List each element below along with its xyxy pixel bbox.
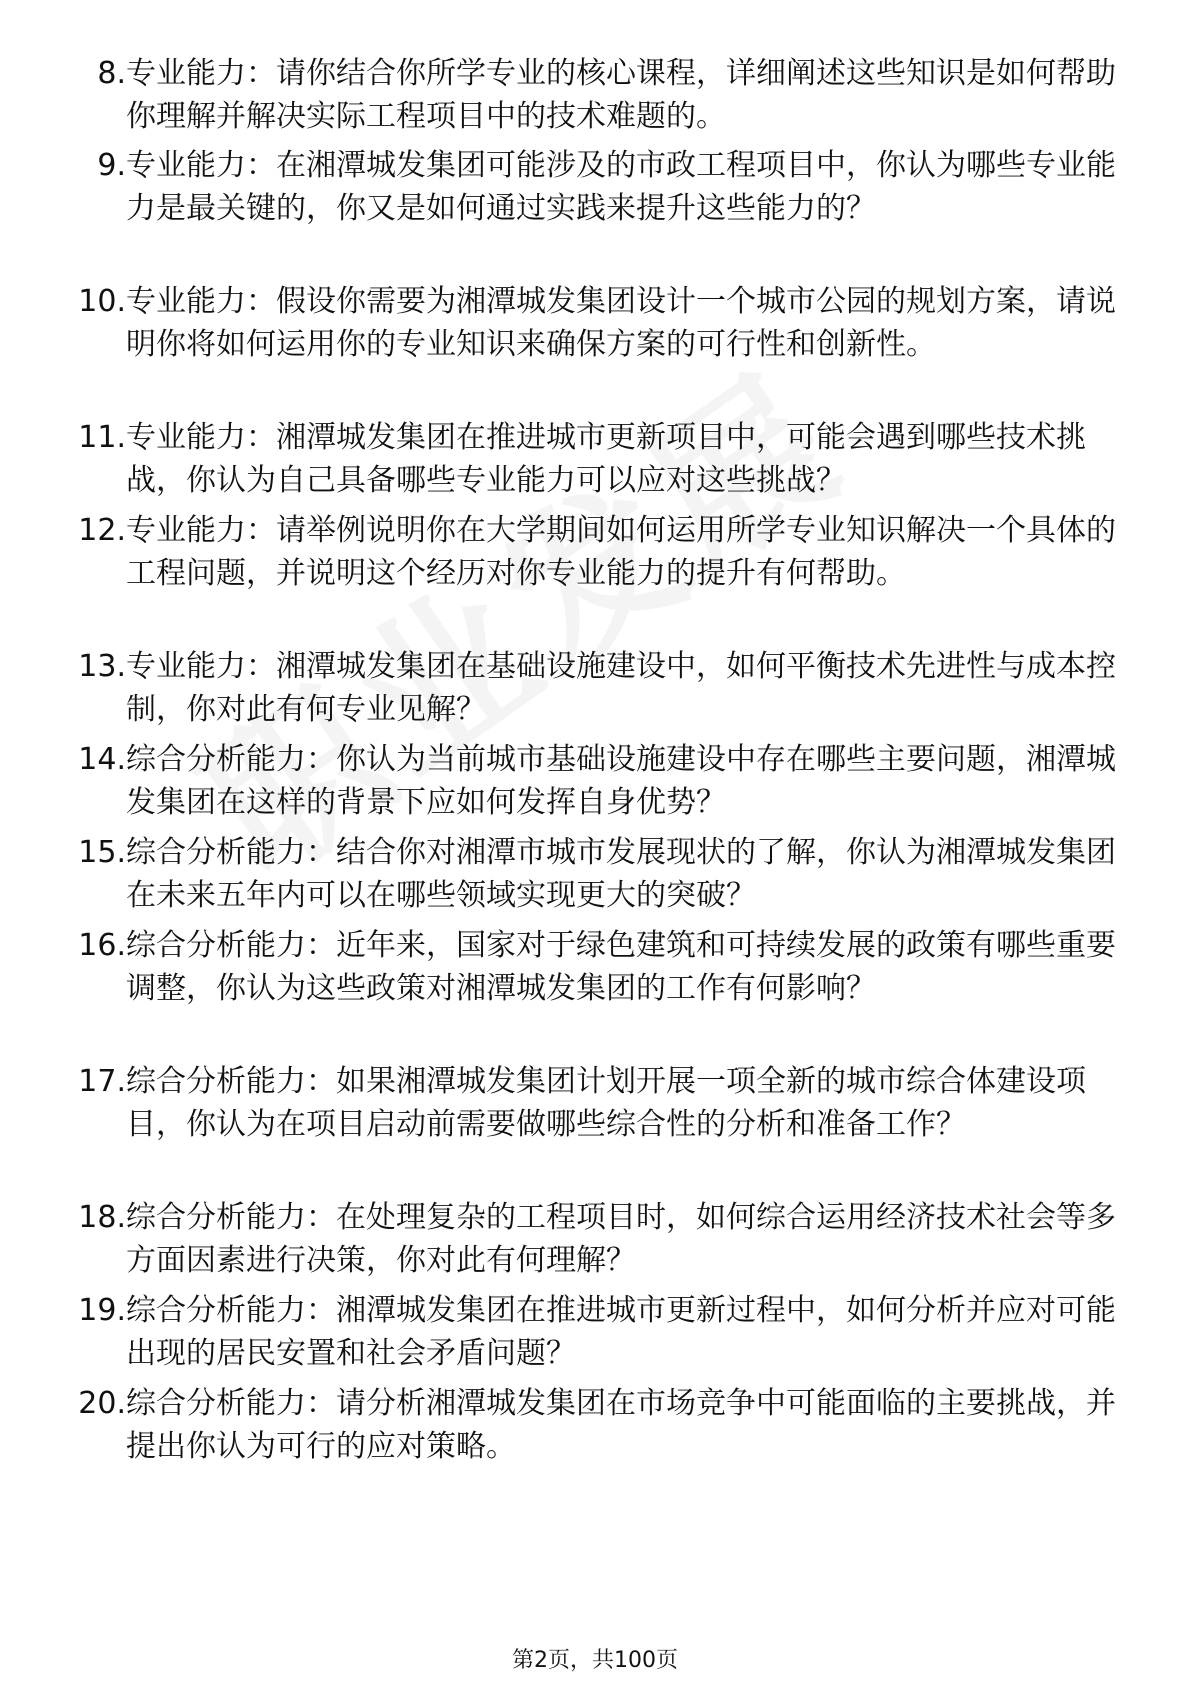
question-number: 10. (78, 284, 126, 319)
question-number: 9. (97, 148, 126, 183)
question-number: 15. (78, 835, 126, 870)
question-number: 17. (78, 1064, 126, 1099)
page-number: 第2页，共100页 (512, 1648, 678, 1673)
question-text: 综合分析能力：如果湘潭城发集团计划开展一项全新的城市综合体建设项目，你认为在项目启动前需要做哪些综合性的分析和准备工作？ (126, 1064, 1086, 1142)
question-number: 11. (78, 420, 126, 455)
question-text: 专业能力：假设你需要为湘潭城发集团设计一个城市公园的规划方案，请说明你将如何运用你的专业知识来确保方案的可行性和创新性。 (126, 284, 1116, 362)
question-number: 12. (78, 513, 126, 548)
question-number: 16. (78, 928, 126, 963)
question-text: 综合分析能力：湘潭城发集团在推进城市更新过程中，如何分析并应对可能出现的居民安置和社会矛盾问题？ (126, 1293, 1116, 1371)
question-text: 专业能力：请你结合你所学专业的核心课程，详细阐述这些知识是如何帮助你理解并解决实际工程项目中的技术难题的。 (126, 56, 1116, 134)
question-text: 综合分析能力：你认为当前城市基础设施建设中存在哪些主要问题，湘潭城发集团在这样的背景下应如何发挥自身优势？ (126, 742, 1116, 820)
question-text: 专业能力：在湘潭城发集团可能涉及的市政工程项目中，你认为哪些专业能力是最关键的，你又是如何通过实践来提升这些能力的？ (126, 148, 1116, 226)
question-text: 综合分析能力：在处理复杂的工程项目时，如何综合运用经济技术社会等多方面因素进行决策，你对此有何理解？ (126, 1200, 1116, 1278)
question-text: 专业能力：湘潭城发集团在基础设施建设中，如何平衡技术先进性与成本控制，你对此有何专业见解？ (126, 649, 1116, 727)
watermark (150, 307, 880, 921)
question-text: 专业能力：请举例说明你在大学期间如何运用所学专业知识解决一个具体的工程问题，并说明这个经历对你专业能力的提升有何帮助。 (126, 513, 1116, 591)
question-text: 专业能力：湘潭城发集团在推进城市更新项目中，可能会遇到哪些技术挑战，你认为自己具备哪些专业能力可以应对这些挑战？ (126, 420, 1086, 498)
question-text: 综合分析能力：请分析湘潭城发集团在市场竞争中可能面临的主要挑战，并提出你认为可行的应对策略。 (126, 1386, 1116, 1464)
question-number: 14. (78, 742, 126, 777)
question-number: 13. (78, 649, 126, 684)
question-number: 20. (78, 1386, 126, 1421)
question-number: 18. (78, 1200, 126, 1235)
question-text: 综合分析能力：结合你对湘潭市城市发展现状的了解，你认为湘潭城发集团在未来五年内可以在哪些领域实现更大的突破？ (126, 835, 1116, 913)
question-number: 8. (97, 56, 126, 91)
question-text: 综合分析能力：近年来，国家对于绿色建筑和可持续发展的政策有哪些重要调整，你认为这些政策对湘潭城发集团的工作有何影响？ (126, 928, 1116, 1006)
question-number: 19. (78, 1293, 126, 1328)
